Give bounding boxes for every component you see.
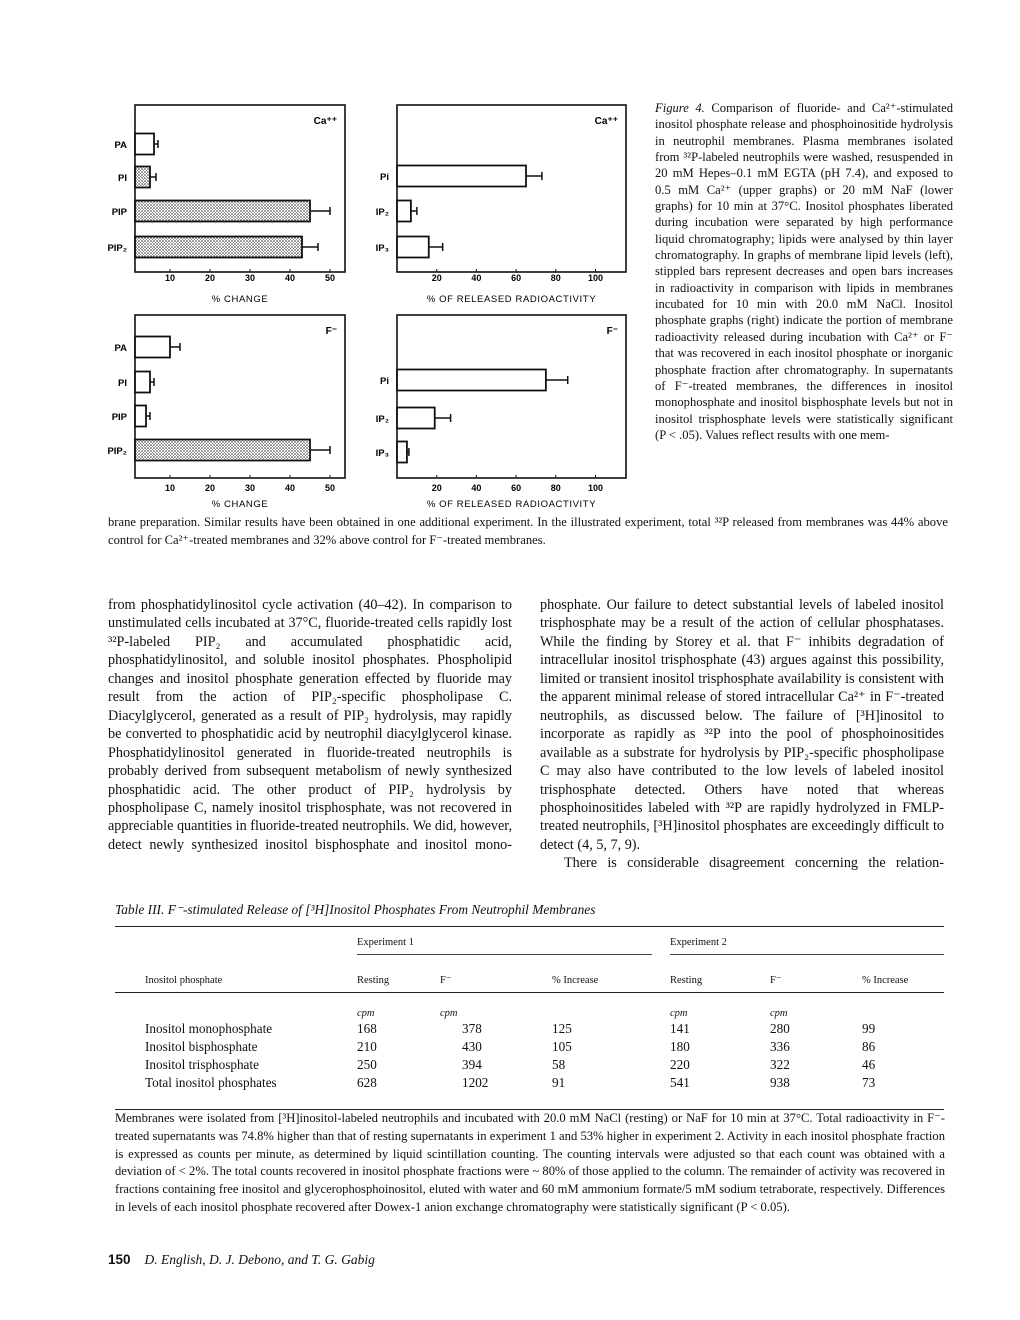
table-cell: 210: [357, 1039, 377, 1054]
x-axis-label: % OF RELEASED RADIOACTIVITY: [426, 294, 597, 305]
table-row: [115, 1073, 944, 1091]
table-row: [115, 1037, 944, 1055]
x-tick-label: 40: [284, 483, 296, 493]
x-tick-label: 40: [284, 273, 296, 283]
row-label: Inositol trisphosphate: [145, 1057, 259, 1072]
x-tick-label: 100: [587, 273, 604, 283]
table-cell: 280: [770, 1021, 790, 1036]
x-tick-label: 20: [204, 483, 216, 493]
bar: [135, 237, 302, 258]
unit-label: cpm: [770, 1008, 788, 1019]
bar: [135, 372, 150, 393]
column-header: % Increase: [552, 958, 670, 993]
category-label: PIP₂: [107, 446, 127, 457]
table-cell: 250: [357, 1057, 377, 1072]
row-label: Inositol bisphosphate: [145, 1039, 258, 1054]
page-number: 150: [108, 1252, 131, 1267]
column-header: Resting: [670, 958, 770, 993]
column-header: F⁻: [440, 958, 552, 993]
unit-label: [862, 993, 944, 1020]
table-cell: 99: [862, 1021, 876, 1036]
x-tick-label: 80: [550, 483, 561, 493]
table-cell: 336: [770, 1039, 790, 1054]
page-footer: [108, 1252, 375, 1268]
table-cell: 58: [552, 1057, 566, 1072]
table-cell: 220: [670, 1057, 690, 1072]
condition-label: Ca⁺⁺: [594, 116, 618, 127]
condition-label: Ca⁺⁺: [313, 116, 337, 127]
x-tick-label: 50: [324, 483, 336, 493]
x-tick-label: 30: [244, 273, 256, 283]
body-column-right: [540, 596, 944, 873]
category-label: PA: [114, 343, 127, 354]
body-column-left: [108, 596, 512, 854]
condition-label: F⁻: [606, 326, 618, 337]
table-row: [115, 1019, 944, 1037]
table-cell: 168: [357, 1021, 377, 1036]
table-cell: 91: [552, 1075, 566, 1090]
x-tick-label: 100: [587, 483, 604, 493]
table-footnote: Membranes were isolated from [³H]inositol-labeled neutrophils and incubated with 20.0 mM NaCl (resting) or NaF for 10 min at 37°C. Total radioactivity in F⁻-treated supernatants was 74.8% higher than that of resting supernatants in experiment 1 and 53% higher in experiment 2. Activity in each inositol phosphate fraction is expressed as counts per minute, as determined by liquid scintillation counting. The counting intervals were adjusted so that each count was obtained with a deviation of < 2%. The total counts recovered in inositol phosphate fractions were ~ 80% of those applied to the column. The remainder of activity was recovered in fractions containing free inositol and glycerophosphoinositol, eluted with water and 60 mM ammonium formate/5 mM sodium tetraborate, respectively. Differences in levels of each inositol phosphate recovered after Dowex-1 anion exchange chromatography were statistically significant (P < 0.05).: [115, 1111, 945, 1214]
body-paragraph: phosphate. Our failure to detect substantial levels of labeled inositol trisphosphate may be a result of the action of cellular phosphatases. While the finding by Storey et al. that F⁻ inhibits degradation of intracellular inositol trisphosphate (43) argues against this possibility, limited or transient inositol trisphosphate availability is consistent with the apparent minimal release of stored intracellular Ca²⁺ in F⁻-treated neutrophils, as discussed below. The failure of [³H]inositol to incorporate as rapidly as ³²P into the pool of phosphoinositides available as a substrate for hydrolysis by PIP₂-specific phospholipase C may also have contributed to the low levels of labeled inositol trisphosphate detected. Others have noted that whereas phosphoinositides labeled with ³²P are rapidly hydrolyzed in FMLP-treated neutrophils, [³H]inositol phosphates are exceedingly difficult to detect (4, 5, 7, 9).: [540, 597, 944, 853]
table-cell: 46: [862, 1057, 876, 1072]
bar: [135, 406, 146, 427]
table-cell: 105: [552, 1039, 572, 1054]
category-label: Pi: [380, 376, 389, 387]
body-paragraph: There is considerable disagreement concerning the relation-: [564, 855, 944, 872]
bar: [135, 201, 310, 222]
table-cell: 938: [770, 1075, 790, 1090]
x-axis-label: % CHANGE: [211, 294, 269, 305]
table-title: Table III. F⁻-stimulated Release of [³H]Inositol Phosphates From Neutrophil Membranes: [115, 902, 596, 917]
table-cell: 1202: [462, 1075, 489, 1090]
bar: [397, 442, 407, 463]
x-tick-label: 20: [431, 273, 442, 283]
x-tick-label: 10: [164, 483, 176, 493]
bar: [135, 134, 154, 155]
table-row: [115, 1055, 944, 1073]
unit-label: [552, 993, 670, 1020]
table-cell: 541: [670, 1075, 690, 1090]
condition-label: F⁻: [325, 326, 337, 337]
figure-caption-text: Comparison of fluoride- and Ca²⁺-stimulated inositol phosphate release and phosphoinositide hydrolysis in neutrophil membranes. Plasma membranes isolated from ³²P-labeled neutrophils were washed, resuspended in 20 mM Hepes–0.1 mM EGTA (pH 7.4), and exposed to 0.5 mM Ca²⁺ (upper graphs) or 20 mM NaF (lower graphs) for 10 min at 37°C. Inositol phosphates liberated during incubation were separated by high performance liquid chromatography; lipids were analysed by thin layer chromatography. In graphs of membrane lipid levels (left), stippled bars represent decreases and open bars increases in radioactivity in comparison with lipids in membranes incubated for 10 min with 20.0 mM NaCl. Inositol phosphate graphs (right) indicate the portion of membrane radioactivity released during incubation with Ca²⁺ or F⁻ that was recovered in each inositol phosphate or inorganic phosphate fraction after chromatography. In supernatants of F⁻-treated membranes, the differences in inositol monophosphate and inositol bisphosphate levels but not in inositol trisphosphate levels were statistically significant (P < .05). Values reflect results with one mem-: [655, 101, 954, 442]
unit-label: cpm: [670, 1008, 688, 1019]
table-cell: 125: [552, 1021, 572, 1036]
x-axis-label: % OF RELEASED RADIOACTIVITY: [426, 499, 597, 510]
experiment-2-header: Experiment 2: [670, 937, 944, 955]
column-header: Inositol phosphate: [115, 958, 357, 993]
table-cell: 86: [862, 1039, 876, 1054]
x-tick-label: 40: [471, 483, 482, 493]
category-label: Pi: [380, 172, 389, 183]
x-tick-label: 20: [431, 483, 442, 493]
bar: [397, 201, 411, 222]
bar: [397, 370, 546, 391]
table-cell: 628: [357, 1075, 377, 1090]
category-label: PIP: [111, 207, 127, 218]
unit-label: cpm: [440, 1008, 458, 1019]
figure-caption-continued: brane preparation. Similar results have been obtained in one additional experiment. In the illustrated experiment, total ³²P released from membranes was 44% above control for Ca²⁺-treated membranes and 32% above control for F⁻-treated membranes.: [108, 515, 948, 547]
x-tick-label: 30: [244, 483, 256, 493]
column-header: % Increase: [862, 958, 944, 993]
category-label: PI: [118, 173, 127, 184]
bar: [397, 166, 526, 187]
figure-caption: [655, 100, 953, 443]
x-tick-label: 10: [164, 273, 176, 283]
bar: [397, 408, 435, 429]
x-tick-label: 60: [511, 273, 522, 283]
unit-label: cpm: [357, 1008, 375, 1019]
figure-label: Figure 4.: [655, 101, 705, 115]
row-label: Total inositol phosphates: [145, 1075, 277, 1090]
bar: [397, 237, 429, 258]
running-authors: D. English, D. J. Debono, and T. G. Gabig: [144, 1252, 375, 1267]
table-cell: 394: [462, 1057, 482, 1072]
category-label: PI: [118, 378, 127, 389]
x-tick-label: 80: [550, 273, 561, 283]
category-label: PA: [114, 140, 127, 151]
column-header: F⁻: [770, 958, 862, 993]
table-cell: 378: [462, 1021, 482, 1036]
category-label: IP₃: [375, 243, 389, 254]
bar: [135, 440, 310, 461]
row-label: Inositol monophosphate: [145, 1021, 273, 1036]
category-label: IP₂: [375, 207, 389, 218]
category-label: PIP: [111, 412, 127, 423]
table-cell: 180: [670, 1039, 690, 1054]
table-cell: 73: [862, 1075, 876, 1090]
body-paragraph: from phosphatidylinositol cycle activation (40–42). In comparison to unstimulated cells incubated at 37°C, fluoride-treated cells rapidly lost ³²P-labeled PIP₂ and accumulated phosphatidic acid, phosphatidylinositol, and soluble inositol phosphates. Phospholipid changes and inositol phosphate generation effected by fluoride may result from the action of PIP₂-specific phospholipase C. Diacylglycerol, generated as a result of PIP₂ hydrolysis, may rapidly be converted to phosphatidic acid by neutrophil diacylglycerol kinase. Phosphatidylinositol generated in fluoride-treated neutrophils is probably derived from subsequent metabolism of newly synthesized phosphatidic acid. The other product of PIP₂ hydrolysis by phospholipase C, namely inositol trisphosphate, was not recovered in appreciable quantities in fluoride-treated neutrophils. We did, however, detect newly synthesized inositol bisphosphate and inositol mono-: [108, 597, 512, 853]
experiment-1-header: Experiment 1: [357, 937, 652, 955]
category-label: IP₃: [375, 448, 389, 459]
x-tick-label: 40: [471, 273, 482, 283]
x-axis-label: % CHANGE: [211, 499, 269, 510]
chart-frame: [397, 315, 626, 478]
bar: [135, 167, 150, 188]
table-cell: 430: [462, 1039, 482, 1054]
x-tick-label: 50: [324, 273, 336, 283]
x-tick-label: 20: [204, 273, 216, 283]
category-label: PIP₂: [107, 243, 127, 254]
table-cell: 322: [770, 1057, 790, 1072]
table-iii: [115, 926, 944, 1110]
bar: [135, 337, 170, 358]
category-label: IP₂: [375, 414, 389, 425]
table-cell: 141: [670, 1021, 690, 1036]
x-tick-label: 60: [511, 483, 522, 493]
column-header: Resting: [357, 958, 440, 993]
